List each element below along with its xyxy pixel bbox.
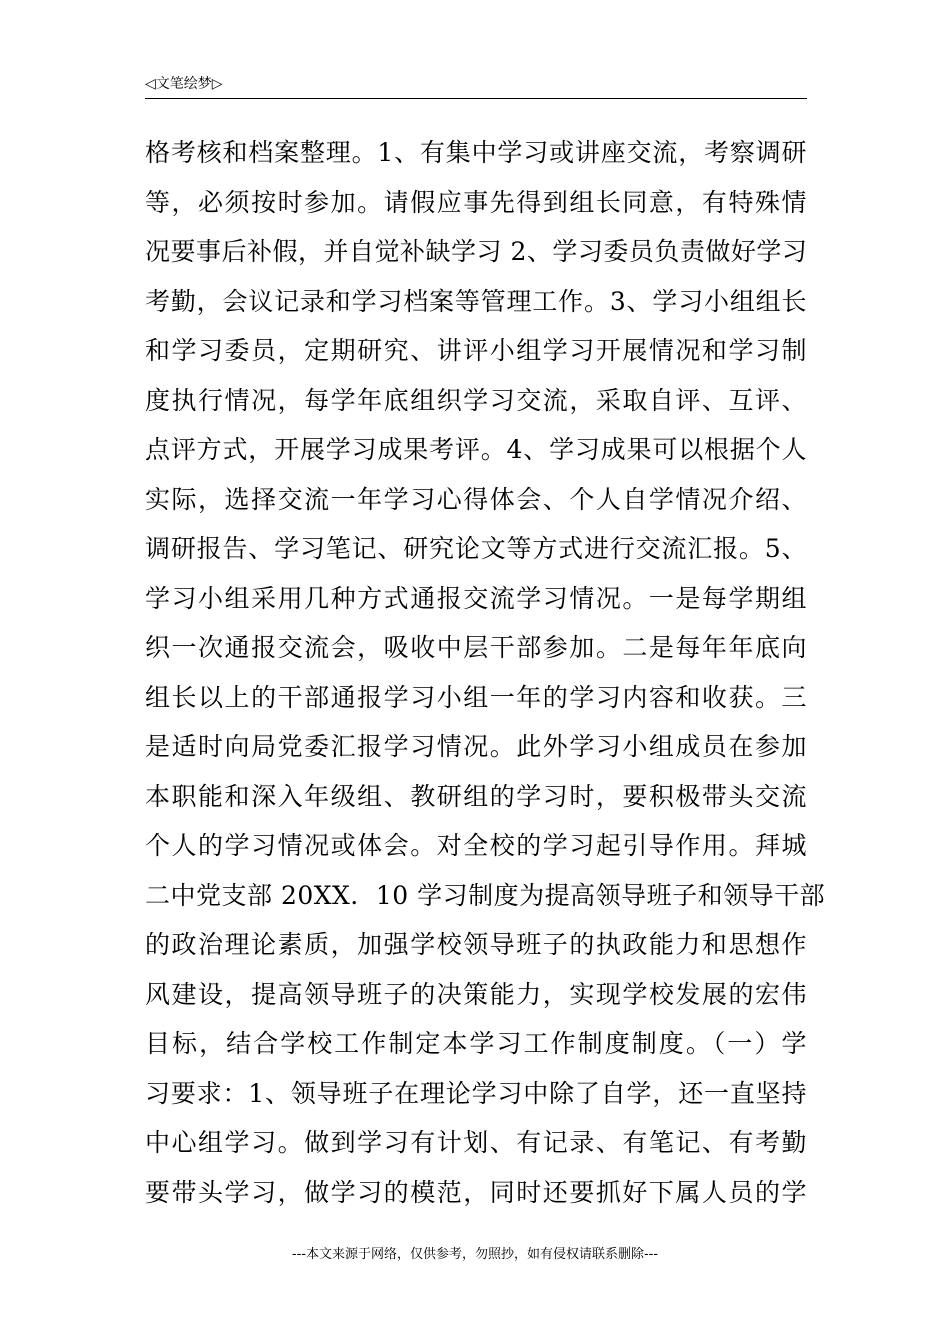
body-line: 组长以上的干部通报学习小组一年的学习内容和收获。三 (145, 682, 807, 712)
body-line: 的政治理论素质，加强学校领导班子的执政能力和思想作 (145, 930, 807, 959)
page-footer: ---本文来源于网络，仅供参考，勿照抄，如有侵权请联系删除--- (291, 1247, 659, 1262)
document-body (145, 134, 826, 1223)
header-title: ◁文笔绘梦▷ (145, 76, 223, 92)
body-line: 风建设，提高领导班子的决策能力，实现学校发展的宏伟 (145, 979, 807, 1009)
body-line: 实际，选择交流一年学习心得体会、个人自学情况介绍、 (145, 484, 807, 514)
page-header (145, 74, 807, 99)
body-line: 格考核和档案整理。1、有集中学习或讲座交流，考察调研 (145, 138, 807, 167)
body-line: 调研报告、学习笔记、研究论文等方式进行交流汇报。5、 (145, 534, 807, 563)
body-line: 要带头学习，做学习的模范，同时还要抓好下属人员的学 (145, 1177, 807, 1207)
body-line: 况要事后补假，并自觉补缺学习 2、学习委员负责做好学习 (145, 237, 808, 266)
body-line: 目标，结合学校工作制定本学习工作制度制度。（一）学 (145, 1029, 807, 1058)
body-line: 度执行情况，每学年底组织学习交流，采取自评、互评、 (145, 385, 807, 415)
body-line: 二中党支部 20XX．10 学习制度为提高领导班子和领导干部 (145, 880, 826, 910)
body-line: 考勤，会议记录和学习档案等管理工作。3、学习小组组长 (145, 286, 807, 316)
body-line: 等，必须按时参加。请假应事先得到组长同意，有特殊情 (145, 187, 807, 217)
body-line: 中心组学习。做到学习有计划、有记录、有笔记、有考勤 (145, 1128, 807, 1157)
body-line: 习要求：1、领导班子在理论学习中除了自学，还一直坚持 (145, 1078, 807, 1108)
body-line: 点评方式，开展学习成果考评。4、学习成果可以根据个人 (145, 435, 807, 464)
body-line: 织一次通报交流会，吸收中层干部参加。二是每年年底向 (145, 633, 807, 662)
body-line: 是适时向局党委汇报学习情况。此外学习小组成员在参加 (145, 732, 807, 761)
body-line: 个人的学习情况或体会。对全校的学习起引导作用。拜城 (145, 831, 807, 860)
body-line: 学习小组采用几种方式通报交流学习情况。一是每学期组 (145, 583, 807, 613)
body-line: 本职能和深入年级组、教研组的学习时，要积极带头交流 (145, 781, 807, 811)
body-line: 和学习委员，定期研究、讲评小组学习开展情况和学习制 (145, 336, 807, 365)
